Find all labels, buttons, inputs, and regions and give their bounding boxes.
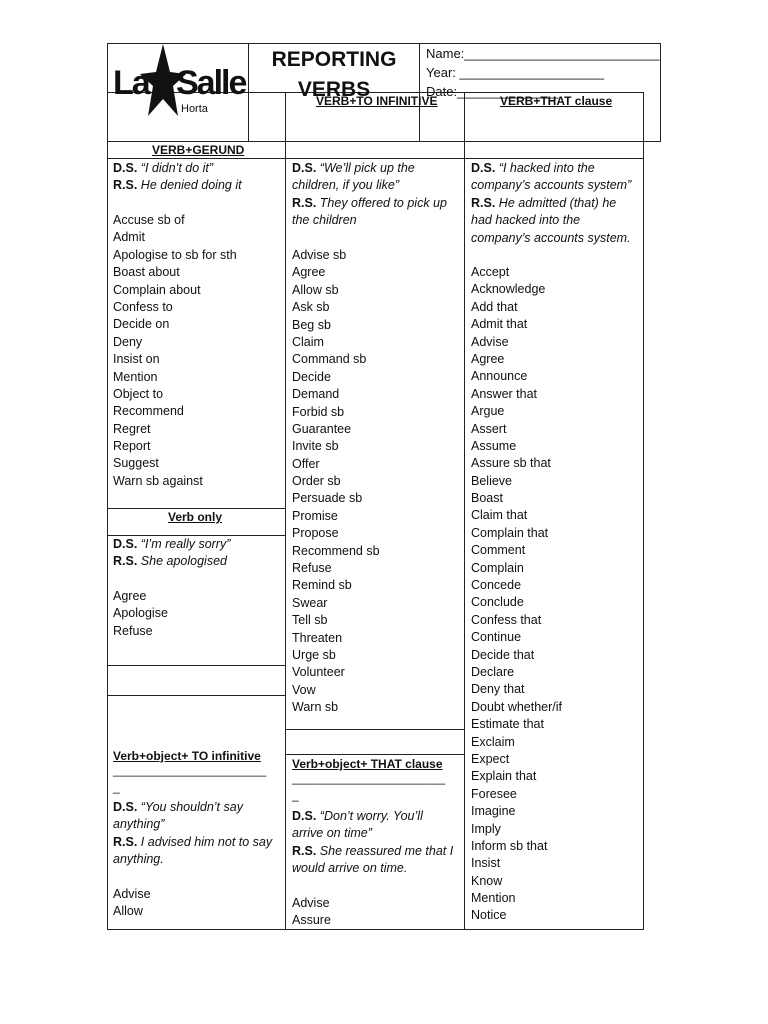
header-bottom-border — [107, 141, 660, 142]
list-item: Doubt whether/if — [471, 699, 563, 714]
direct-speech: “I’m really sorry” — [140, 537, 231, 551]
list-item: Swear — [292, 595, 328, 610]
obj-that-header: Verb+object+ THAT clause — [292, 757, 443, 771]
list-item: Offer — [292, 456, 320, 471]
list-item: Boast about — [113, 265, 180, 280]
list-item: Admit that — [471, 317, 528, 332]
dash-line: ______________________ — [292, 771, 446, 785]
verb-only-header: Verb only — [168, 510, 223, 524]
list-item: Refuse — [292, 561, 332, 576]
list-item: Concede — [471, 578, 522, 593]
gerund-header: VERB+GERUND — [152, 143, 245, 157]
direct-speech: “Don’t worry. You’ll — [319, 809, 423, 823]
list-item: Confess to — [113, 299, 173, 314]
list-item: Deny — [113, 334, 143, 349]
list-item: Order sb — [292, 474, 341, 489]
reported-speech: They offered to pick up — [319, 195, 447, 210]
list-item: Promise — [292, 508, 338, 523]
reported-speech: She apologised — [140, 554, 227, 569]
reported-speech: He admitted (that) he — [498, 195, 617, 210]
table-bottom-border — [107, 929, 644, 930]
list-item: Volunteer — [292, 665, 345, 680]
list-item: Insist on — [113, 352, 160, 367]
list-item: Accept — [471, 265, 510, 279]
list-item: Confess that — [471, 612, 542, 627]
list-item: Declare — [471, 664, 515, 679]
list-item: Comment — [471, 543, 526, 558]
column-divider-2 — [464, 92, 465, 929]
list-item: Decide that — [471, 647, 535, 662]
list-item: Remind sb — [292, 578, 352, 593]
column-header-bottom-border — [107, 158, 643, 159]
direct-speech-cont: anything” — [113, 817, 165, 832]
list-item: Notice — [471, 908, 507, 923]
list-item: Beg sb — [292, 317, 331, 332]
list-item: Assure — [292, 913, 331, 928]
direct-speech: “We’ll pick up the — [319, 161, 415, 175]
reported-speech-cont: anything. — [113, 852, 164, 867]
list-item: Urge sb — [292, 647, 336, 662]
list-item: Imagine — [471, 804, 516, 819]
list-item: Believe — [471, 473, 512, 488]
list-item: Vow — [292, 682, 316, 697]
list-item: Mention — [113, 369, 158, 384]
list-item: Exclaim — [471, 734, 515, 749]
list-item: Complain about — [113, 282, 201, 297]
reported-speech-cont: the children — [292, 213, 357, 228]
list-item: Agree — [471, 351, 505, 366]
that-clause-example — [471, 160, 631, 247]
list-item: Inform sb that — [471, 838, 548, 853]
list-item: Acknowledge — [471, 282, 546, 297]
list-item: Insist — [471, 856, 501, 871]
rs-label: R.S. — [113, 178, 138, 193]
list-item: Boast — [471, 491, 503, 506]
direct-speech-cont: arrive on time” — [292, 826, 372, 841]
direct-speech-cont: company’s accounts system” — [471, 178, 632, 193]
list-item: Estimate that — [471, 717, 544, 732]
list-item: Claim that — [471, 508, 528, 523]
reported-speech: I advised him not to say — [140, 834, 273, 849]
list-item: Refuse — [113, 623, 153, 638]
list-item: Allow sb — [292, 282, 339, 297]
empty-row-top-border — [107, 665, 285, 666]
obj-that-header-border — [285, 754, 464, 755]
logo-text-la: La — [113, 64, 149, 102]
list-item: Forbid sb — [292, 404, 345, 419]
direct-speech: “I hacked into the — [498, 161, 595, 175]
list-item: Accuse sb of — [113, 213, 185, 227]
list-item: Imply — [471, 821, 501, 836]
dash-tail: _ — [113, 780, 120, 794]
reported-speech: She reassured me that I — [319, 843, 454, 858]
logo-text-salle: Salle — [176, 64, 246, 102]
to-infinitive-example — [292, 160, 447, 230]
direct-speech-cont: children, if you like” — [292, 178, 399, 193]
list-item: Claim — [292, 334, 324, 349]
list-item: Guarantee — [292, 421, 352, 436]
verb-only-example — [113, 536, 230, 571]
that-clause-verb-list — [471, 264, 562, 925]
header-left-border — [107, 43, 108, 929]
list-item: Assert — [471, 421, 507, 436]
obj-to-inf-header: Verb+object+ TO infinitive — [113, 749, 261, 763]
list-item: Invite sb — [292, 439, 339, 454]
list-item: Assure sb that — [471, 456, 551, 471]
ds-label: D.S. — [113, 800, 138, 814]
list-item: Recommend sb — [292, 543, 380, 558]
column-divider-1 — [285, 92, 286, 929]
list-item: Explain that — [471, 769, 537, 784]
direct-speech: “You shouldn’t say — [140, 800, 243, 814]
list-item: Regret — [113, 421, 151, 436]
list-item: Agree — [292, 265, 326, 280]
list-item: Know — [471, 873, 503, 888]
reported-speech: He denied doing it — [140, 178, 242, 193]
list-item: Apologise — [113, 606, 168, 621]
year-field[interactable]: Year: ____________________ — [426, 65, 605, 80]
rs-label: R.S. — [292, 195, 317, 210]
rs-label: R.S. — [292, 843, 317, 858]
list-item: Advise — [292, 896, 330, 910]
list-item: Command sb — [292, 352, 367, 367]
obj-that-top-border — [285, 729, 464, 730]
ds-label: D.S. — [113, 161, 138, 175]
list-item: Report — [113, 439, 151, 454]
list-item: Mention — [471, 891, 516, 906]
direct-speech: “I didn’t do it” — [140, 161, 214, 175]
list-item: Complain that — [471, 525, 549, 540]
list-item: Allow — [113, 904, 143, 919]
list-item: Persuade sb — [292, 491, 363, 506]
logo-text-horta: Horta — [181, 103, 208, 115]
column-right-border — [643, 92, 644, 929]
list-item: Advise sb — [292, 248, 347, 262]
list-item: Add that — [471, 299, 518, 314]
list-item: Ask sb — [292, 300, 330, 315]
list-item: Threaten — [292, 630, 343, 645]
list-item: Warn sb — [292, 700, 339, 715]
gerund-example — [113, 160, 242, 195]
dash-tail: _ — [292, 788, 299, 802]
rs-label: R.S. — [471, 195, 496, 210]
list-item: Answer that — [471, 386, 538, 401]
list-item: Advise — [471, 334, 509, 349]
reported-speech-cont: company’s accounts system. — [471, 230, 631, 245]
to-infinitive-header: VERB+TO INFINITIVE — [316, 94, 438, 108]
name-field[interactable]: Name:___________________________ — [426, 46, 660, 61]
list-item: Decide — [292, 369, 331, 384]
ds-label: D.S. — [471, 161, 496, 175]
list-item: Complain — [471, 560, 524, 575]
list-item: Argue — [471, 404, 505, 419]
to-infinitive-verb-list — [292, 247, 380, 717]
verb-only-list — [113, 588, 168, 640]
list-item: Tell sb — [292, 613, 328, 628]
list-item: Assume — [471, 438, 517, 453]
reported-speech-cont: would arrive on time. — [292, 861, 408, 876]
list-item: Propose — [292, 526, 339, 541]
obj-that-list — [292, 895, 331, 930]
dash-line: ______________________ — [113, 763, 267, 777]
ds-label: D.S. — [292, 809, 317, 823]
obj-to-inf-example — [113, 799, 272, 869]
reported-speech-cont: had hacked into the — [471, 213, 581, 228]
list-item: Continue — [471, 630, 522, 645]
list-item: Decide on — [113, 317, 170, 332]
date-field[interactable]: Date:______________ — [426, 84, 559, 99]
list-item: Warn sb against — [113, 473, 203, 488]
header-right-border — [660, 43, 661, 142]
page-title-line-2: VERBS — [297, 78, 371, 101]
list-item: Deny that — [471, 682, 525, 697]
obj-to-inf-list — [113, 886, 151, 921]
list-item: Agree — [113, 589, 147, 603]
verb-only-top-border — [107, 508, 285, 509]
page-title-line-1: REPORTING — [271, 48, 397, 71]
gerund-verb-list — [113, 212, 237, 490]
ds-label: D.S. — [292, 161, 317, 175]
rs-label: R.S. — [113, 554, 138, 569]
list-item: Demand — [292, 387, 340, 402]
rs-label: R.S. — [113, 834, 138, 849]
list-item: Expect — [471, 751, 510, 766]
list-item: Admit — [113, 230, 145, 245]
list-item: Conclude — [471, 595, 524, 610]
list-item: Recommend — [113, 404, 184, 419]
ds-label: D.S. — [113, 537, 138, 551]
list-item: Advise — [113, 887, 151, 901]
list-item: Apologise to sb for sth — [113, 247, 237, 262]
list-item: Suggest — [113, 456, 159, 471]
obj-that-example — [292, 808, 453, 878]
empty-row-bottom-border — [107, 695, 285, 696]
list-item: Foresee — [471, 786, 517, 801]
list-item: Object to — [113, 386, 164, 401]
that-clause-header: VERB+THAT clause — [500, 94, 613, 108]
list-item: Announce — [471, 369, 528, 384]
